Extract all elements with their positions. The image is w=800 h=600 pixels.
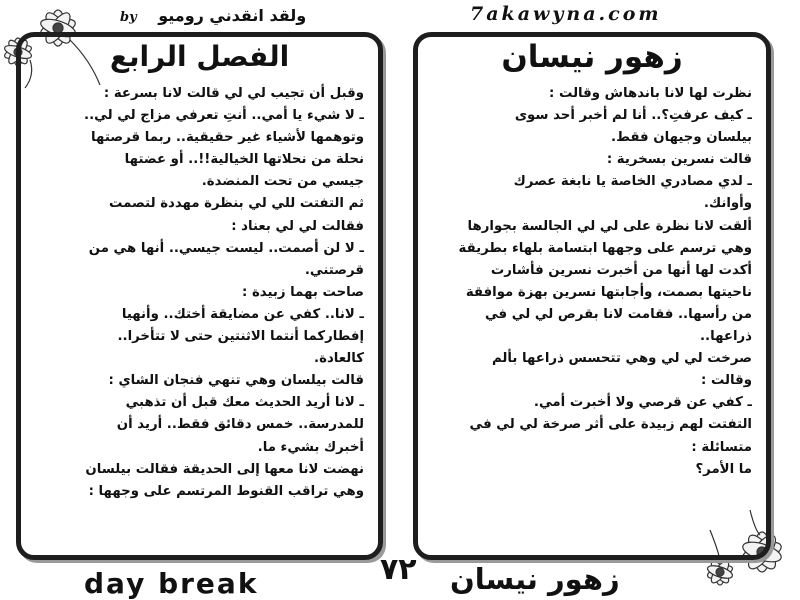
text-line: نحلة من نحلاتها الخيالية!!.. أو عضتها	[124, 152, 364, 168]
text-line: قرصتني.	[304, 262, 364, 278]
text-line: للمدرسة.. خمس دقائق فقط.. أريد أن	[116, 417, 364, 433]
text-line: وقالت :	[701, 373, 752, 389]
text-line: نظرت لها لانا باندهاش وقالت :	[549, 86, 752, 101]
book-title: زهور نيسان	[501, 39, 683, 75]
page-number: ٧٢	[380, 552, 417, 587]
text-line: ألقت لانا نظرة على لي لي الجالسة بجوارها	[467, 218, 752, 234]
site-name: 7akawyna.com	[470, 3, 662, 25]
text-line: التفتت لهم زبيدة على أثر صرخة لي لي في	[469, 417, 752, 433]
text-line: صرخت لي لي وهي تتحسس ذراعها بألم	[491, 351, 752, 367]
text-line: ـ لدي مصادري الخاصة يا نابغة عصرك	[513, 174, 752, 190]
text-line: وهي ترسم على وجهها ابتسامة بلهاء بطريقة	[458, 240, 752, 256]
text-line: أكدت لها أنها من أخبرت نسرين فأشارت	[490, 262, 752, 278]
text-line: كالعادة.	[314, 351, 364, 367]
text-line: ـ لا لن أصمت.. ليست جيسي.. أنها هي من	[88, 240, 364, 256]
text-line: جيسي من تحت المنضدة.	[201, 174, 364, 190]
text-line: ـ كفي عن قرصي ولا أخبرت أمي.	[533, 395, 752, 411]
text-line: قالت بيلسان وهي تنهي فنجان الشاي :	[108, 373, 364, 389]
text-line: وأوانك.	[703, 196, 752, 212]
footer-right-text: زهور نيسان	[450, 562, 620, 596]
text-line: وقبل أن تجيب لي لي قالت لانا بسرعة :	[103, 86, 364, 101]
by-label: by	[120, 10, 137, 25]
author-name: ولقد انقدني روميو	[158, 6, 307, 25]
left-page-panel	[16, 32, 383, 560]
text-line: ما الأمر؟	[695, 461, 752, 477]
text-line: أخبرك بشيء ما.	[257, 439, 364, 455]
right-body-text	[418, 83, 766, 481]
chapter-title: الفصل الرابع	[109, 40, 290, 73]
text-line: نهضت لانا معها إلى الحديقة فقالت بيلسان	[85, 461, 364, 477]
text-line: وهي تراقب القنوط المرتسم على وجهها :	[88, 483, 364, 499]
text-line: ـ لا شيء يا أمي.. أنتِ تعرفي مزاج لي لي..	[84, 108, 364, 124]
text-line: بيلسان وجيهان فقط.	[611, 130, 752, 146]
right-page-panel	[413, 32, 771, 560]
text-line: متسائلة :	[691, 439, 752, 455]
text-line: ـ لانا أريد الحديث معك قبل أن تذهبي	[125, 395, 364, 411]
text-line: إفطاركما أنتما الاثنتين حتى لا تتأخرا..	[117, 329, 364, 345]
text-line: ـ لانا.. كفي عن مضايقة أختك.. وأنهيا	[121, 306, 364, 322]
text-line: ذراعها..	[700, 329, 752, 345]
text-line: قالت نسرين بسخرية :	[606, 152, 752, 168]
text-line: فقالت لي لي بعناد :	[231, 218, 364, 234]
footer-left-text: day break	[84, 567, 259, 600]
text-line: ـ كيف عرفتِ؟.. أنا لم أخبر أحد سوى	[514, 108, 752, 124]
left-body-text	[21, 83, 378, 503]
header-author	[120, 6, 306, 25]
text-line: وتوهمها لأشياء غير حقيقية.. ربما قرصتها	[91, 130, 364, 146]
text-line: من رأسها.. فقامت لانا بقرص لي لي في	[484, 306, 752, 322]
text-line: صاحت بهما زبيدة :	[242, 284, 364, 300]
text-line: ثم التفتت للي لي بنظرة مهددة لتصمت	[109, 196, 364, 212]
text-line: ناحيتها بصمت، وأجابتها نسرين بهزة موافقة	[465, 284, 752, 300]
